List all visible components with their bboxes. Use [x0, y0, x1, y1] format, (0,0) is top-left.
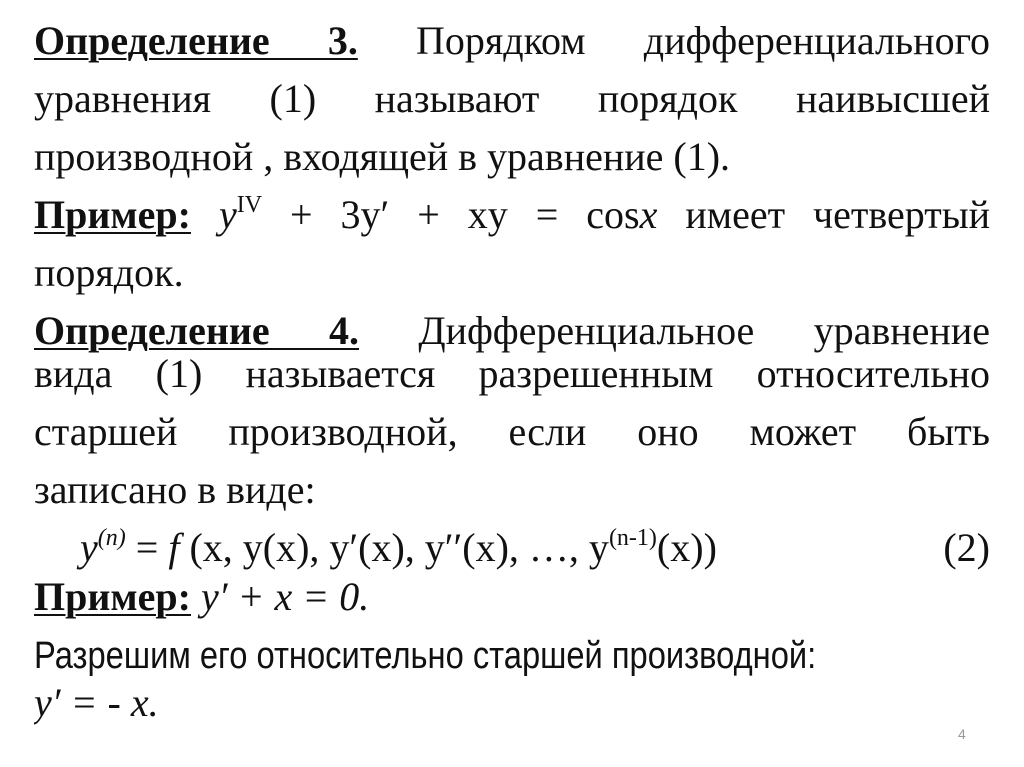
definition-4-term: Определение 4. [34, 308, 359, 353]
example-2-line [34, 568, 990, 626]
definition-3-line-1 [34, 12, 990, 70]
example-1-text: имеет четвертый [685, 192, 990, 237]
equation-2-number: (2) [943, 525, 990, 570]
definition-4-line-3: старшей производной, если оно может быть [34, 409, 990, 454]
example-1-formula: $y^{IV} + 3y'$ + xy = cosx [218, 192, 658, 237]
definition-3-text: Порядком дифференциального [416, 18, 990, 63]
definition-3-line-3: производной , входящей в уравнение (1). [34, 134, 731, 179]
example-1-line-2: порядок. [34, 250, 184, 295]
example-2-label: Пример: [34, 574, 191, 619]
solution-line-2 [34, 674, 990, 732]
example-1-line-1 [34, 186, 990, 244]
definition-4-line-2: вида (1) называется разрешенным относительно [34, 351, 990, 396]
equation-2-formula: $y^{(n)} = f$ (x, y(x), y′(x), y′′(x), …, $y^{(n-1)}(x)$) [80, 525, 717, 570]
example-2-formula: y′ + x = 0. [200, 574, 370, 619]
definition-4-line-4: записано в виде: [34, 467, 316, 512]
page-number: 4 [958, 726, 966, 742]
definition-3-line-2: уравнения (1) называют порядок наивысшей [34, 76, 990, 121]
definition-3-term: Определение 3. [34, 18, 358, 63]
solution-text: Разрешим его относительно старшей производной: [34, 635, 817, 677]
definition-4-text: Дифференциальное уравнение [418, 308, 990, 353]
solution-formula: y′ = - x. [34, 680, 159, 725]
example-1-label: Пример: [34, 192, 191, 237]
